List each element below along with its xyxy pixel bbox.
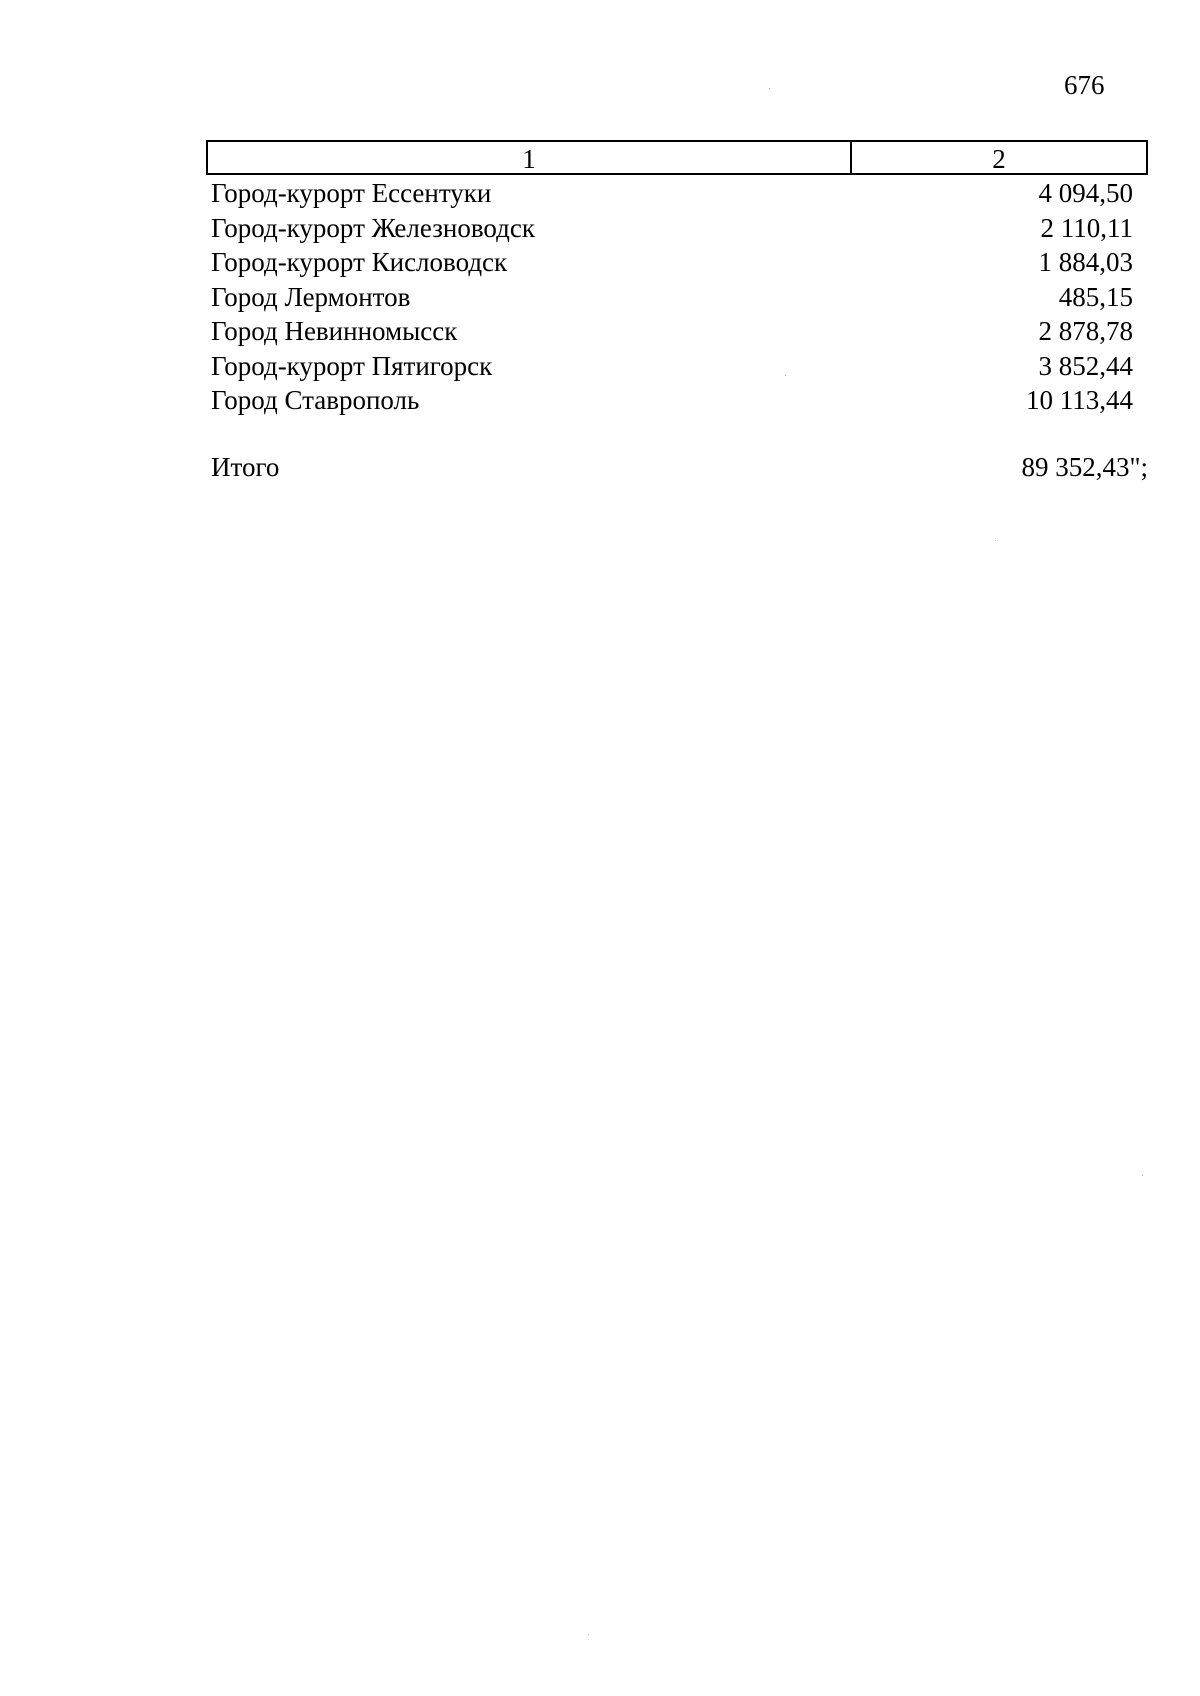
table-row <box>211 349 1133 384</box>
table-row <box>211 245 1133 280</box>
row-name: Город-курорт Железноводск <box>211 212 535 243</box>
scan-speck <box>588 1634 589 1635</box>
table-header-col-1: 1 <box>208 142 852 173</box>
row-name: Город-курорт Пятигорск <box>211 350 493 381</box>
row-name: Город Ставрополь <box>211 385 420 415</box>
table-row <box>211 314 1133 349</box>
row-name: Город-курорт Ессентуки <box>211 178 492 208</box>
table-header-col-2: 2 <box>992 143 1006 174</box>
row-value: 1 884,03 <box>1038 247 1133 277</box>
total-value: 89 352,43"; <box>1021 452 1148 482</box>
scan-speck <box>995 540 996 541</box>
row-value: 4 094,50 <box>1038 178 1133 208</box>
table-body <box>211 176 1133 418</box>
table-row <box>211 280 1133 315</box>
table-row <box>211 176 1133 211</box>
scan-speck <box>1142 1175 1143 1176</box>
table-header <box>206 140 1148 175</box>
row-name: Город-курорт Кисловодск <box>211 247 508 277</box>
row-value: 10 113,44 <box>1026 385 1133 415</box>
row-name: Город Невинномысск <box>211 316 458 346</box>
page-number: 676 <box>1064 70 1105 100</box>
table-row <box>211 383 1133 418</box>
row-value: 3 852,44 <box>1038 350 1133 381</box>
total-label: Итого <box>211 452 280 482</box>
scan-speck <box>769 88 770 89</box>
table-row <box>211 211 1133 246</box>
row-value: 2 878,78 <box>1038 316 1133 346</box>
row-value: 485,15 <box>1058 281 1133 312</box>
row-value: 2 110,11 <box>1040 212 1133 243</box>
row-name: Город Лермонтов <box>211 281 411 312</box>
total-row <box>211 450 1148 485</box>
scan-speck <box>785 375 786 376</box>
